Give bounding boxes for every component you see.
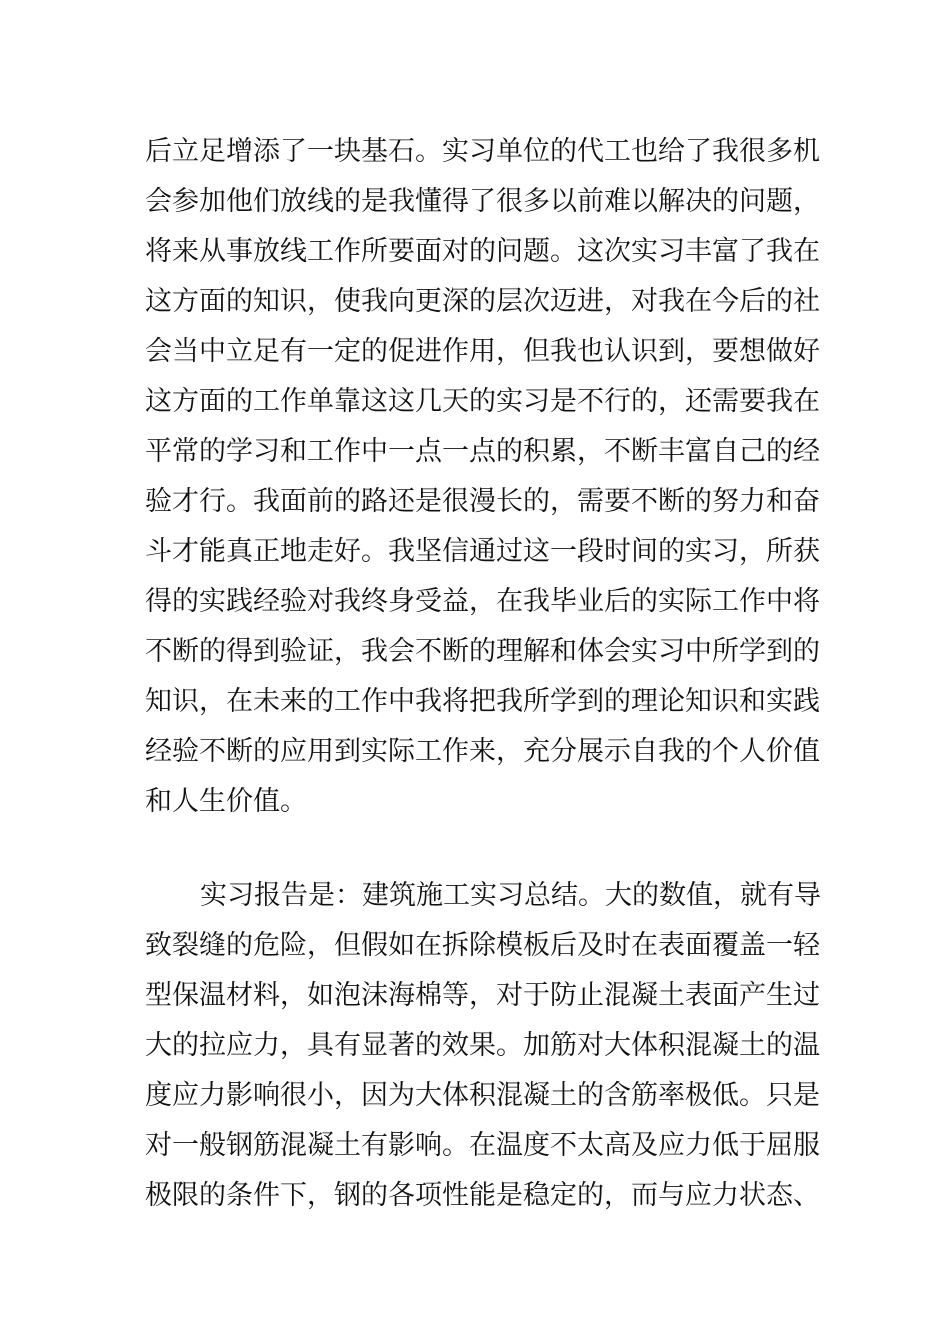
- text-line: 大的拉应力，具有显著的效果。加筋对大体积混凝土的温: [145, 1030, 820, 1061]
- text-line: 将来从事放线工作所要面对的问题。这次实习丰富了我在: [145, 236, 820, 267]
- text-line: 度应力影响很小，因为大体积混凝土的含筋率极低。只是: [145, 1080, 820, 1111]
- text-line: 经验不断的应用到实际工作来，充分展示自我的个人价值: [145, 736, 820, 767]
- text-line: 会参加他们放线的是我懂得了很多以前难以解决的问题，: [145, 186, 820, 217]
- text-line: 不断的得到验证，我会不断的理解和体会实习中所学到的: [145, 636, 820, 667]
- text-line: 极限的条件下，钢的各项性能是稳定的，而与应力状态、: [145, 1180, 820, 1211]
- text-line: 平常的学习和工作中一点一点的积累，不断丰富自己的经: [145, 436, 820, 467]
- text-line: 这方面的工作单靠这这几天的实习是不行的，还需要我在: [145, 386, 820, 417]
- text-line: 验才行。我面前的路还是很漫长的，需要不断的努力和奋: [145, 486, 820, 517]
- text-line: 这方面的知识，使我向更深的层次迈进，对我在今后的社: [145, 286, 820, 317]
- text-line: 后立足增添了一块基石。实习单位的代工也给了我很多机: [145, 136, 820, 167]
- text-line: 斗才能真正地走好。我坚信通过这一段时间的实习，所获: [145, 536, 820, 567]
- text-line: 和人生价值。: [145, 786, 307, 817]
- text-line: 得的实践经验对我终身受益，在我毕业后的实际工作中将: [145, 586, 820, 617]
- text-line: 型保温材料，如泡沫海棉等，对于防止混凝土表面产生过: [145, 980, 820, 1011]
- text-line: 致裂缝的危险，但假如在拆除模板后及时在表面覆盖一轻: [145, 930, 820, 961]
- text-line: 实习报告是：建筑施工实习总结。大的数值，就有导: [200, 880, 821, 911]
- text-line: 知识，在未来的工作中我将把我所学到的理论知识和实践: [145, 686, 820, 717]
- text-line: 对一般钢筋混凝土有影响。在温度不太高及应力低于屈服: [145, 1130, 820, 1161]
- text-line: 会当中立足有一定的促进作用，但我也认识到，要想做好: [145, 336, 820, 367]
